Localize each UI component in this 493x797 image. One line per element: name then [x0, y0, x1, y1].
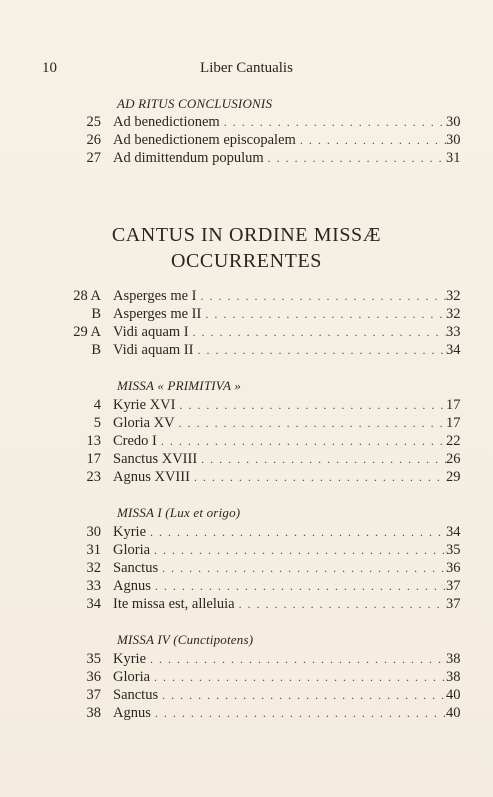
section-heading-conclusion: AD RITUS CONCLUSIONIS: [117, 96, 273, 111]
entry-title-wrap: [113, 132, 446, 149]
entry-page: 37: [446, 596, 461, 612]
toc-entry: [0, 451, 493, 469]
entry-title: Gloria XV: [113, 415, 175, 431]
entry-title: Gloria: [113, 542, 151, 558]
leader-dots: [201, 289, 447, 304]
entry-number: 37: [86, 687, 101, 703]
section-heading-missa-i: MISSA I (Lux et origo): [117, 505, 241, 520]
entry-title: Ad dimittendum populum: [113, 150, 264, 166]
entry-title: Vidi aquam II: [113, 342, 194, 358]
entry-number: 29 A: [73, 324, 101, 340]
toc-entry: [0, 288, 493, 306]
leader-dots: [197, 343, 446, 358]
entry-page: 38: [446, 651, 461, 667]
toc-entry: [0, 560, 493, 578]
entry-number: 5: [93, 415, 101, 431]
entry-title-wrap: [113, 669, 446, 686]
entry-number: 35: [86, 651, 101, 667]
entry-title-wrap: [113, 415, 446, 432]
entry-number: 33: [86, 578, 101, 594]
entry-page: 37: [446, 578, 461, 594]
entry-page: 30: [446, 132, 461, 148]
entry-number: 23: [86, 469, 101, 485]
entry-title-wrap: [113, 150, 446, 167]
entry-title-wrap: [113, 596, 446, 613]
toc-entry: [0, 687, 493, 705]
entry-title-wrap: [113, 705, 446, 722]
leader-dots: [179, 398, 446, 413]
entry-page: 36: [446, 560, 461, 576]
toc-entry: [0, 469, 493, 487]
toc-entry: [0, 324, 493, 342]
toc-entry: [0, 132, 493, 150]
entry-title-wrap: [113, 324, 446, 341]
entry-title-wrap: [113, 469, 446, 486]
entry-page: 26: [446, 451, 461, 467]
toc-entry: [0, 651, 493, 669]
entry-title: Vidi aquam I: [113, 324, 189, 340]
leader-dots: [224, 115, 446, 130]
leader-dots: [239, 597, 446, 612]
toc-entry: [0, 578, 493, 596]
toc-entry: [0, 397, 493, 415]
toc-entry: [0, 596, 493, 614]
entry-title: Ad benedictionem episcopalem: [113, 132, 296, 148]
chapter-title-line-2: OCCURRENTES: [170, 250, 323, 272]
entry-number: 13: [86, 433, 101, 449]
leader-dots: [155, 579, 446, 594]
entry-title: Ad benedictionem: [113, 114, 220, 130]
entry-title-wrap: [113, 342, 446, 359]
entry-title-wrap: [113, 397, 446, 414]
entry-title: Kyrie: [113, 651, 147, 667]
entry-title: Asperges me II: [113, 306, 202, 322]
entry-page: 31: [446, 150, 461, 166]
entry-number: 38: [86, 705, 101, 721]
toc-entry: [0, 415, 493, 433]
section-heading-missa-primitiva: MISSA « PRIMITIVA »: [117, 378, 242, 393]
toc-entry: [0, 342, 493, 360]
toc-entry: [0, 433, 493, 451]
entry-title: Agnus: [113, 578, 151, 594]
entry-page: 34: [446, 342, 461, 358]
entry-title: Sanctus: [113, 560, 159, 576]
entry-number: 4: [93, 397, 101, 413]
entry-page: 30: [446, 114, 461, 130]
entry-title: Asperges me I: [113, 288, 197, 304]
leader-dots: [268, 151, 446, 166]
entry-page: 32: [446, 306, 461, 322]
leader-dots: [162, 561, 446, 576]
page-number: 10: [42, 60, 57, 76]
entry-number: 32: [86, 560, 101, 576]
entry-page: 33: [446, 324, 461, 340]
section-heading-missa-iv: MISSA IV (Cunctipotens): [117, 632, 254, 647]
toc-entry: [0, 524, 493, 542]
entry-title-wrap: [113, 651, 446, 668]
leader-dots: [201, 452, 446, 467]
entry-page: 40: [446, 687, 461, 703]
entry-title-wrap: [113, 578, 446, 595]
entry-title: Kyrie XVI: [113, 397, 176, 413]
leader-dots: [300, 133, 446, 148]
leader-dots: [194, 470, 446, 485]
toc-entry: [0, 306, 493, 324]
entry-title: Kyrie: [113, 524, 147, 540]
entry-number: 28 A: [73, 288, 101, 304]
entry-title: Sanctus: [113, 687, 159, 703]
leader-dots: [154, 543, 446, 558]
entry-title: Ite missa est, alleluia: [113, 596, 235, 612]
entry-number: 36: [86, 669, 101, 685]
entry-title-wrap: [113, 560, 446, 577]
entry-number: B: [91, 342, 101, 358]
leader-dots: [193, 325, 446, 340]
chapter-title: [0, 222, 493, 274]
entry-title-wrap: [113, 451, 446, 468]
entry-number: 34: [86, 596, 101, 612]
leader-dots: [155, 706, 446, 721]
entry-title-wrap: [113, 433, 446, 450]
running-title: Liber Cantualis: [200, 60, 293, 76]
leader-dots: [162, 688, 446, 703]
entry-number: 31: [86, 542, 101, 558]
entry-title: Credo I: [113, 433, 157, 449]
leader-dots: [161, 434, 446, 449]
entry-title-wrap: [113, 288, 446, 305]
entry-page: 40: [446, 705, 461, 721]
leader-dots: [205, 307, 446, 322]
entry-title: Gloria: [113, 669, 151, 685]
leader-dots: [150, 652, 446, 667]
entry-title-wrap: [113, 114, 446, 131]
entry-page: 22: [446, 433, 461, 449]
page-header: [0, 60, 493, 80]
entry-title-wrap: [113, 306, 446, 323]
entry-title-wrap: [113, 687, 446, 704]
toc-entry: [0, 542, 493, 560]
entry-page: 35: [446, 542, 461, 558]
entry-number: 30: [86, 524, 101, 540]
leader-dots: [150, 525, 446, 540]
entry-page: 34: [446, 524, 461, 540]
entry-number: 27: [86, 150, 101, 166]
entry-number: 17: [86, 451, 101, 467]
entry-number: 25: [86, 114, 101, 130]
leader-dots: [179, 416, 446, 431]
entry-number: B: [91, 306, 101, 322]
entry-title-wrap: [113, 542, 446, 559]
leader-dots: [154, 670, 446, 685]
entry-page: 17: [446, 397, 461, 413]
entry-page: 38: [446, 669, 461, 685]
entry-title: Agnus XVIII: [113, 469, 190, 485]
entry-number: 26: [86, 132, 101, 148]
toc-entry: [0, 150, 493, 168]
entry-title-wrap: [113, 524, 446, 541]
toc-entry: [0, 114, 493, 132]
entry-page: 17: [446, 415, 461, 431]
chapter-title-line-1: CANTUS IN ORDINE MISSÆ: [111, 224, 382, 246]
entry-title: Agnus: [113, 705, 151, 721]
entry-page: 32: [446, 288, 461, 304]
toc-entry: [0, 669, 493, 687]
entry-title: Sanctus XVIII: [113, 451, 198, 467]
entry-page: 29: [446, 469, 461, 485]
toc-entry: [0, 705, 493, 723]
